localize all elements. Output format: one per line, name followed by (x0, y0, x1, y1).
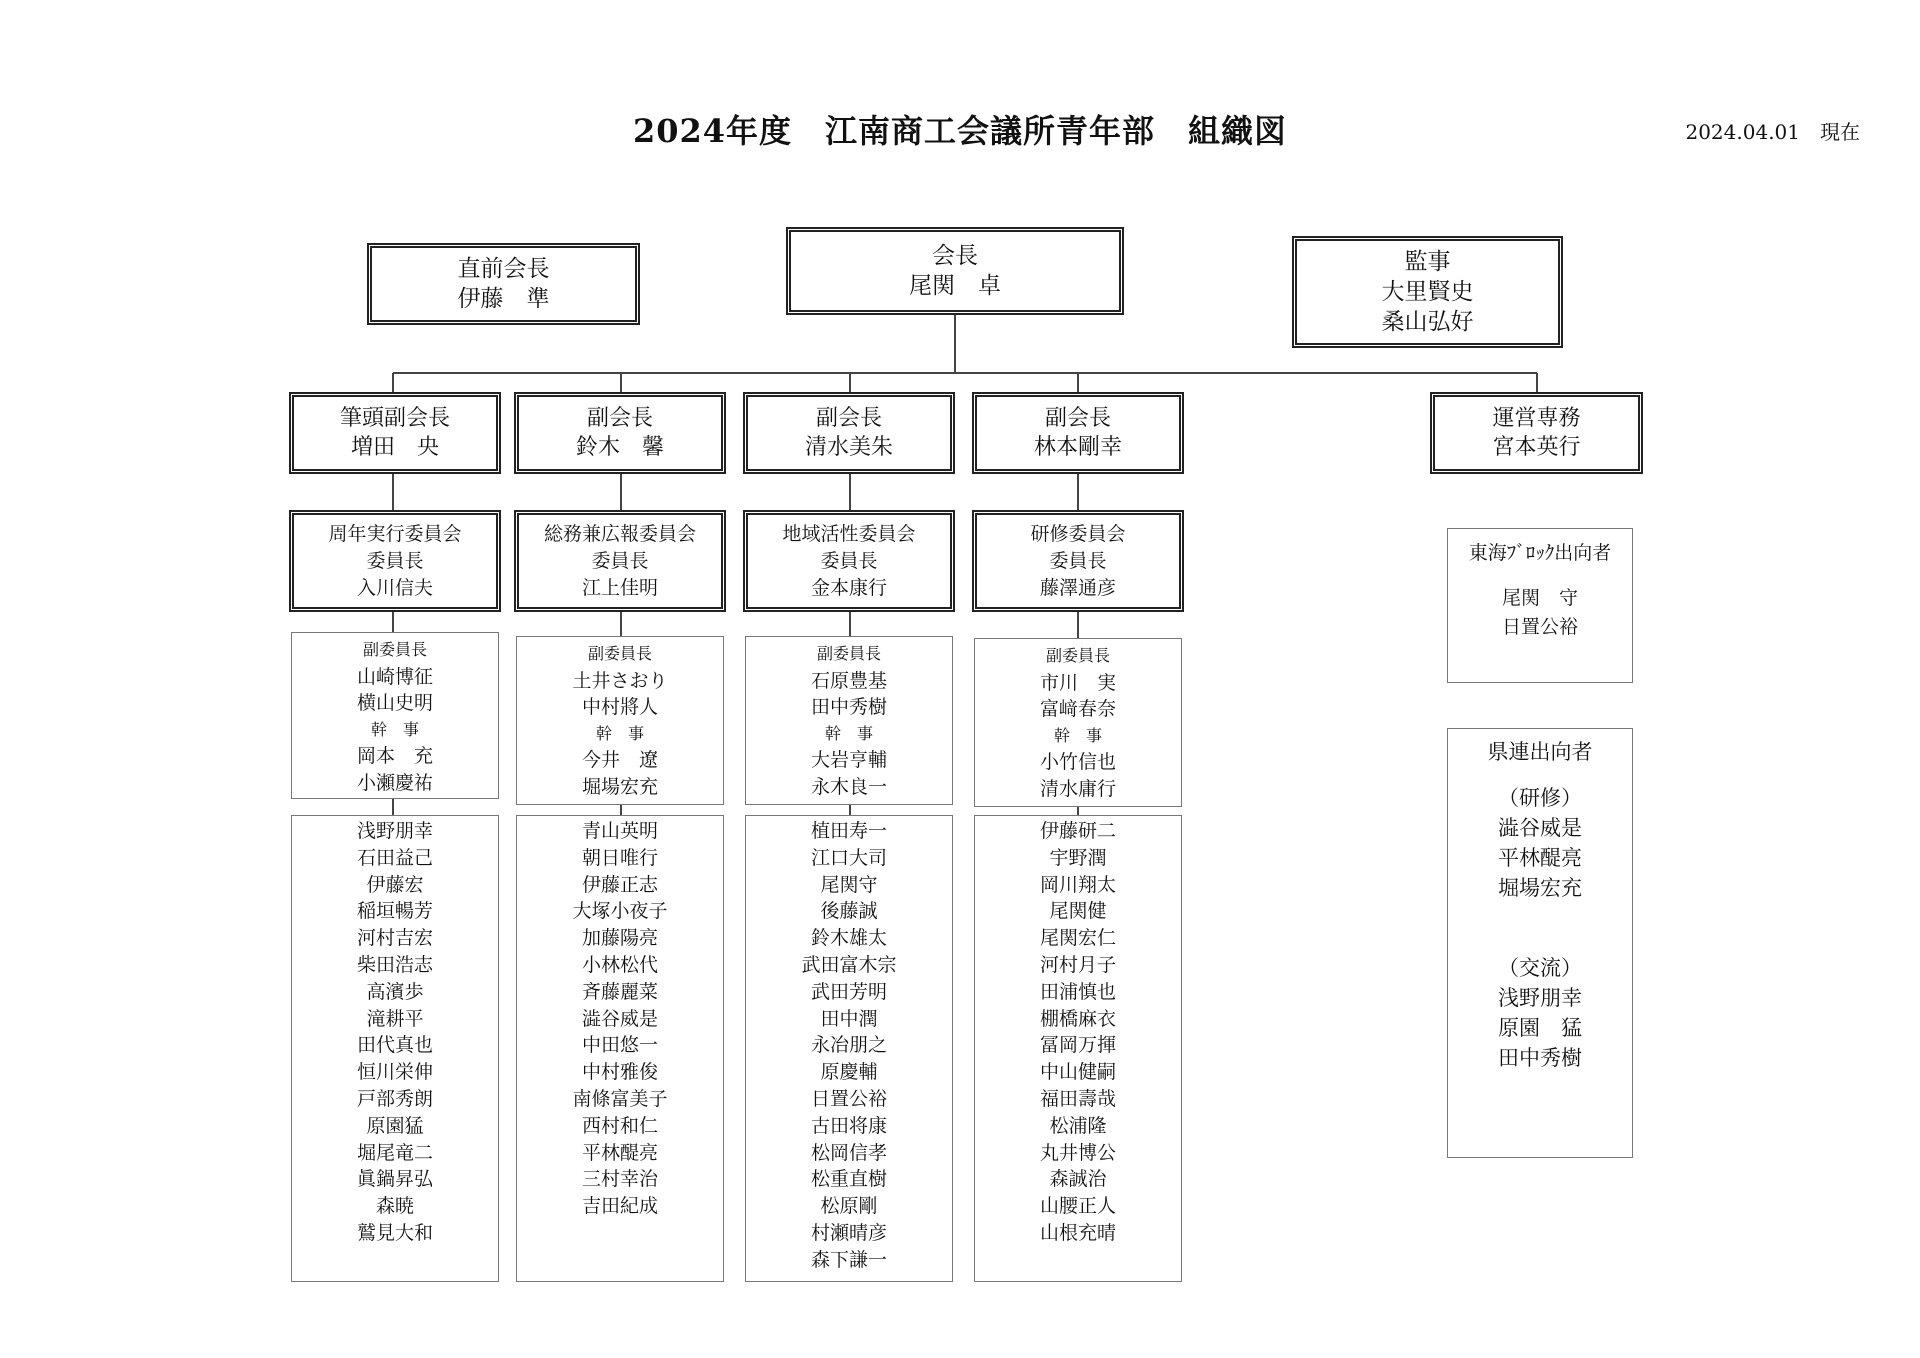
member-name: 斉藤麗菜 (581, 980, 658, 1003)
member-name: 堀尾竜二 (356, 1141, 433, 1164)
member-list-box (291, 815, 499, 1282)
member-name: 日置公裕 (810, 1087, 887, 1110)
committee-chair: 藤澤通彦 (1039, 576, 1116, 599)
vp-role: 副会長 (815, 406, 882, 431)
member-name: 後藤誠 (820, 900, 878, 923)
vp-role: 副会長 (1044, 406, 1111, 431)
vice-chair-name: 山崎博征 (356, 665, 433, 688)
member-name: 冨岡万揮 (1039, 1034, 1116, 1057)
auditor-name: 桑山弘好 (1381, 309, 1474, 335)
sub-officers-box (291, 632, 499, 799)
prefectural-title: 県連出向者 (1487, 740, 1593, 764)
prefectural-name: 平林醍亮 (1498, 846, 1582, 870)
vp-name: 鈴木 馨 (575, 435, 664, 460)
member-name: 鈴木雄太 (810, 927, 887, 950)
member-name: 朝日唯行 (581, 846, 658, 869)
vp-role: 筆頭副会長 (339, 406, 450, 431)
president-role: 会長 (932, 243, 978, 269)
committee-name: 周年実行委員会 (328, 522, 462, 545)
member-name: 丸井博公 (1039, 1141, 1116, 1164)
member-list-box (516, 815, 724, 1282)
member-name: 山腰正人 (1039, 1195, 1116, 1218)
committee-chair-label: 委員長 (820, 549, 878, 572)
member-name: 松原剛 (820, 1195, 878, 1218)
member-name: 古田将康 (810, 1114, 887, 1137)
member-name: 河村月子 (1039, 953, 1116, 976)
former-president-role: 直前会長 (457, 256, 550, 282)
prefectural-group-label: （交流） (1498, 956, 1582, 980)
member-name: 恒川栄伸 (356, 1061, 433, 1084)
member-name: 中田悠一 (581, 1034, 658, 1057)
member-name: 田浦慎也 (1039, 980, 1116, 1003)
committee-box (743, 510, 955, 612)
member-name: 岡川翔太 (1039, 873, 1116, 896)
member-name: 小林松代 (581, 953, 658, 976)
member-name: 原慶輔 (820, 1061, 878, 1084)
vp-role: 副会長 (586, 406, 653, 431)
tokai-block-box (1447, 528, 1633, 683)
secretary-name: 岡本 充 (356, 745, 433, 767)
member-name: 中山健嗣 (1039, 1061, 1116, 1084)
member-name: 大塚小夜子 (572, 900, 668, 923)
former-president-box (367, 243, 640, 325)
member-name: 伊藤正志 (581, 873, 658, 896)
member-list-box (745, 815, 953, 1282)
prefectural-name: 原園 猛 (1498, 1016, 1582, 1040)
member-name: 棚橋麻衣 (1039, 1007, 1116, 1030)
committee-chair: 江上佳明 (581, 576, 658, 599)
member-name: 尾関宏仁 (1039, 927, 1116, 950)
sub-officers-box (516, 636, 724, 805)
vice-chair-name: 横山史明 (356, 692, 433, 714)
auditor-name: 大里賢史 (1381, 279, 1474, 305)
secretary-label: 幹 事 (1053, 725, 1102, 745)
member-name: 三村幸治 (581, 1168, 658, 1191)
vice-president-box (289, 392, 501, 474)
vice-president-box (972, 392, 1184, 474)
vice-chair-name: 富﨑春奈 (1039, 698, 1116, 720)
committee-chair: 金本康行 (810, 576, 887, 599)
prefectural-name: 澁谷威是 (1498, 816, 1582, 840)
member-name: 戸部秀朗 (356, 1087, 433, 1110)
member-name: 石田益己 (356, 846, 433, 869)
member-name: 高濱歩 (366, 980, 424, 1003)
member-name: 松浦隆 (1049, 1114, 1107, 1137)
secretary-name: 堀場宏充 (581, 775, 658, 798)
member-name: 田代真也 (356, 1034, 433, 1057)
vice-president-box (514, 392, 726, 474)
member-name: 原園猛 (366, 1114, 424, 1137)
secretary-name: 大岩亨輔 (810, 749, 887, 771)
secretary-label: 幹 事 (370, 719, 419, 739)
managing-director-name: 宮本英行 (1492, 435, 1581, 460)
sub-officers-box (745, 636, 953, 805)
vice-chair-name: 石原豊基 (810, 669, 887, 692)
member-name: 松岡信孝 (810, 1141, 887, 1164)
auditor-role: 監事 (1404, 249, 1451, 275)
vice-chair-name: 中村將人 (581, 696, 658, 718)
as-of-date: 2024.04.01 現在 (1685, 120, 1860, 144)
member-name: 永冶朋之 (810, 1034, 887, 1057)
committee-name: 地域活性委員会 (782, 522, 916, 545)
prefectural-group-label: （研修） (1498, 786, 1582, 810)
member-name: 南條富美子 (572, 1087, 668, 1110)
member-name: 尾関守 (820, 873, 878, 896)
member-name: 鷲見大和 (356, 1221, 433, 1244)
committee-chair: 入川信夫 (356, 576, 433, 599)
vice-chair-label: 副委員長 (816, 644, 881, 663)
sub-officers-box (974, 638, 1182, 807)
member-name: 森下謙一 (810, 1248, 887, 1271)
secretary-name: 今井 遼 (581, 749, 658, 771)
member-name: 尾関健 (1049, 900, 1107, 923)
member-name: 眞鍋昇弘 (356, 1168, 433, 1191)
member-name: 松重直樹 (810, 1168, 887, 1191)
president-box (786, 227, 1124, 315)
vice-chair-label: 副委員長 (1045, 646, 1110, 665)
member-name: 村瀬晴彦 (810, 1221, 887, 1244)
committee-chair-label: 委員長 (1049, 549, 1107, 572)
prefectural-name: 田中秀樹 (1498, 1046, 1582, 1070)
managing-director-box (1430, 392, 1643, 474)
member-name: 福田壽哉 (1039, 1087, 1116, 1110)
member-name: 森誠治 (1049, 1168, 1107, 1191)
vice-chair-label: 副委員長 (587, 644, 652, 663)
committee-box (289, 510, 501, 612)
member-name: 武田富木宗 (801, 953, 897, 976)
member-name: 河村吉宏 (356, 927, 433, 950)
member-list-box (974, 815, 1182, 1282)
member-name: 伊藤宏 (366, 873, 424, 896)
secretary-name: 小竹信也 (1039, 751, 1116, 773)
tokai-block-title: 東海ﾌﾞﾛｯｸ出向者 (1468, 542, 1612, 564)
member-name: 澁谷威是 (581, 1007, 658, 1030)
vp-name: 林本剛幸 (1033, 435, 1122, 460)
vice-president-box (743, 392, 955, 474)
tokai-block-name: 尾関 守 (1501, 587, 1578, 609)
member-name: 滝耕平 (366, 1007, 424, 1030)
page-title: 2024年度 江南商工会議所青年部 組織図 (632, 112, 1288, 150)
prefectural-name: 堀場宏充 (1498, 876, 1582, 900)
member-name: 中村雅俊 (581, 1061, 658, 1084)
secretary-name: 永木良一 (810, 775, 887, 798)
member-name: 平林醍亮 (581, 1141, 658, 1164)
vp-name: 増田 央 (350, 435, 439, 460)
member-name: 稲垣暢芳 (356, 900, 433, 923)
former-president-name: 伊藤 準 (457, 286, 550, 312)
secretary-label: 幹 事 (595, 723, 644, 743)
managing-director-role: 運営専務 (1492, 406, 1581, 431)
prefectural-name: 浅野朋幸 (1498, 986, 1582, 1010)
member-name: 青山英明 (581, 820, 658, 842)
committee-chair-label: 委員長 (366, 549, 424, 572)
member-name: 森暁 (375, 1195, 414, 1218)
committee-box (972, 510, 1184, 612)
committee-box (514, 510, 726, 612)
vice-chair-name: 土井さおり (572, 669, 668, 692)
member-name: 柴田浩志 (356, 953, 433, 976)
vice-chair-name: 市川 実 (1039, 671, 1116, 694)
tokai-block-name: 日置公裕 (1501, 616, 1578, 638)
member-name: 加藤陽亮 (581, 927, 658, 950)
member-name: 武田芳明 (810, 980, 887, 1003)
member-name: 江口大司 (810, 846, 887, 869)
member-name: 植田寿一 (810, 820, 887, 842)
secretary-label: 幹 事 (824, 723, 873, 743)
member-name: 伊藤研二 (1039, 820, 1116, 842)
vice-chair-name: 田中秀樹 (810, 696, 887, 718)
member-name: 宇野潤 (1049, 846, 1107, 869)
member-name: 田中潤 (820, 1007, 878, 1030)
vice-chair-label: 副委員長 (362, 640, 427, 659)
committee-name: 総務兼広報委員会 (543, 522, 696, 545)
auditor-box (1292, 236, 1563, 348)
member-name: 山根充晴 (1039, 1221, 1116, 1244)
prefectural-box (1447, 728, 1633, 1158)
president-name: 尾関 卓 (909, 273, 1001, 299)
member-name: 西村和仁 (581, 1114, 658, 1137)
vp-name: 清水美朱 (804, 435, 893, 460)
member-name: 吉田紀成 (581, 1195, 658, 1218)
committee-chair-label: 委員長 (591, 549, 649, 572)
secretary-name: 清水庸行 (1039, 777, 1116, 800)
member-name: 浅野朋幸 (356, 820, 433, 842)
committee-name: 研修委員会 (1030, 522, 1126, 545)
secretary-name: 小瀬慶祐 (356, 771, 433, 794)
